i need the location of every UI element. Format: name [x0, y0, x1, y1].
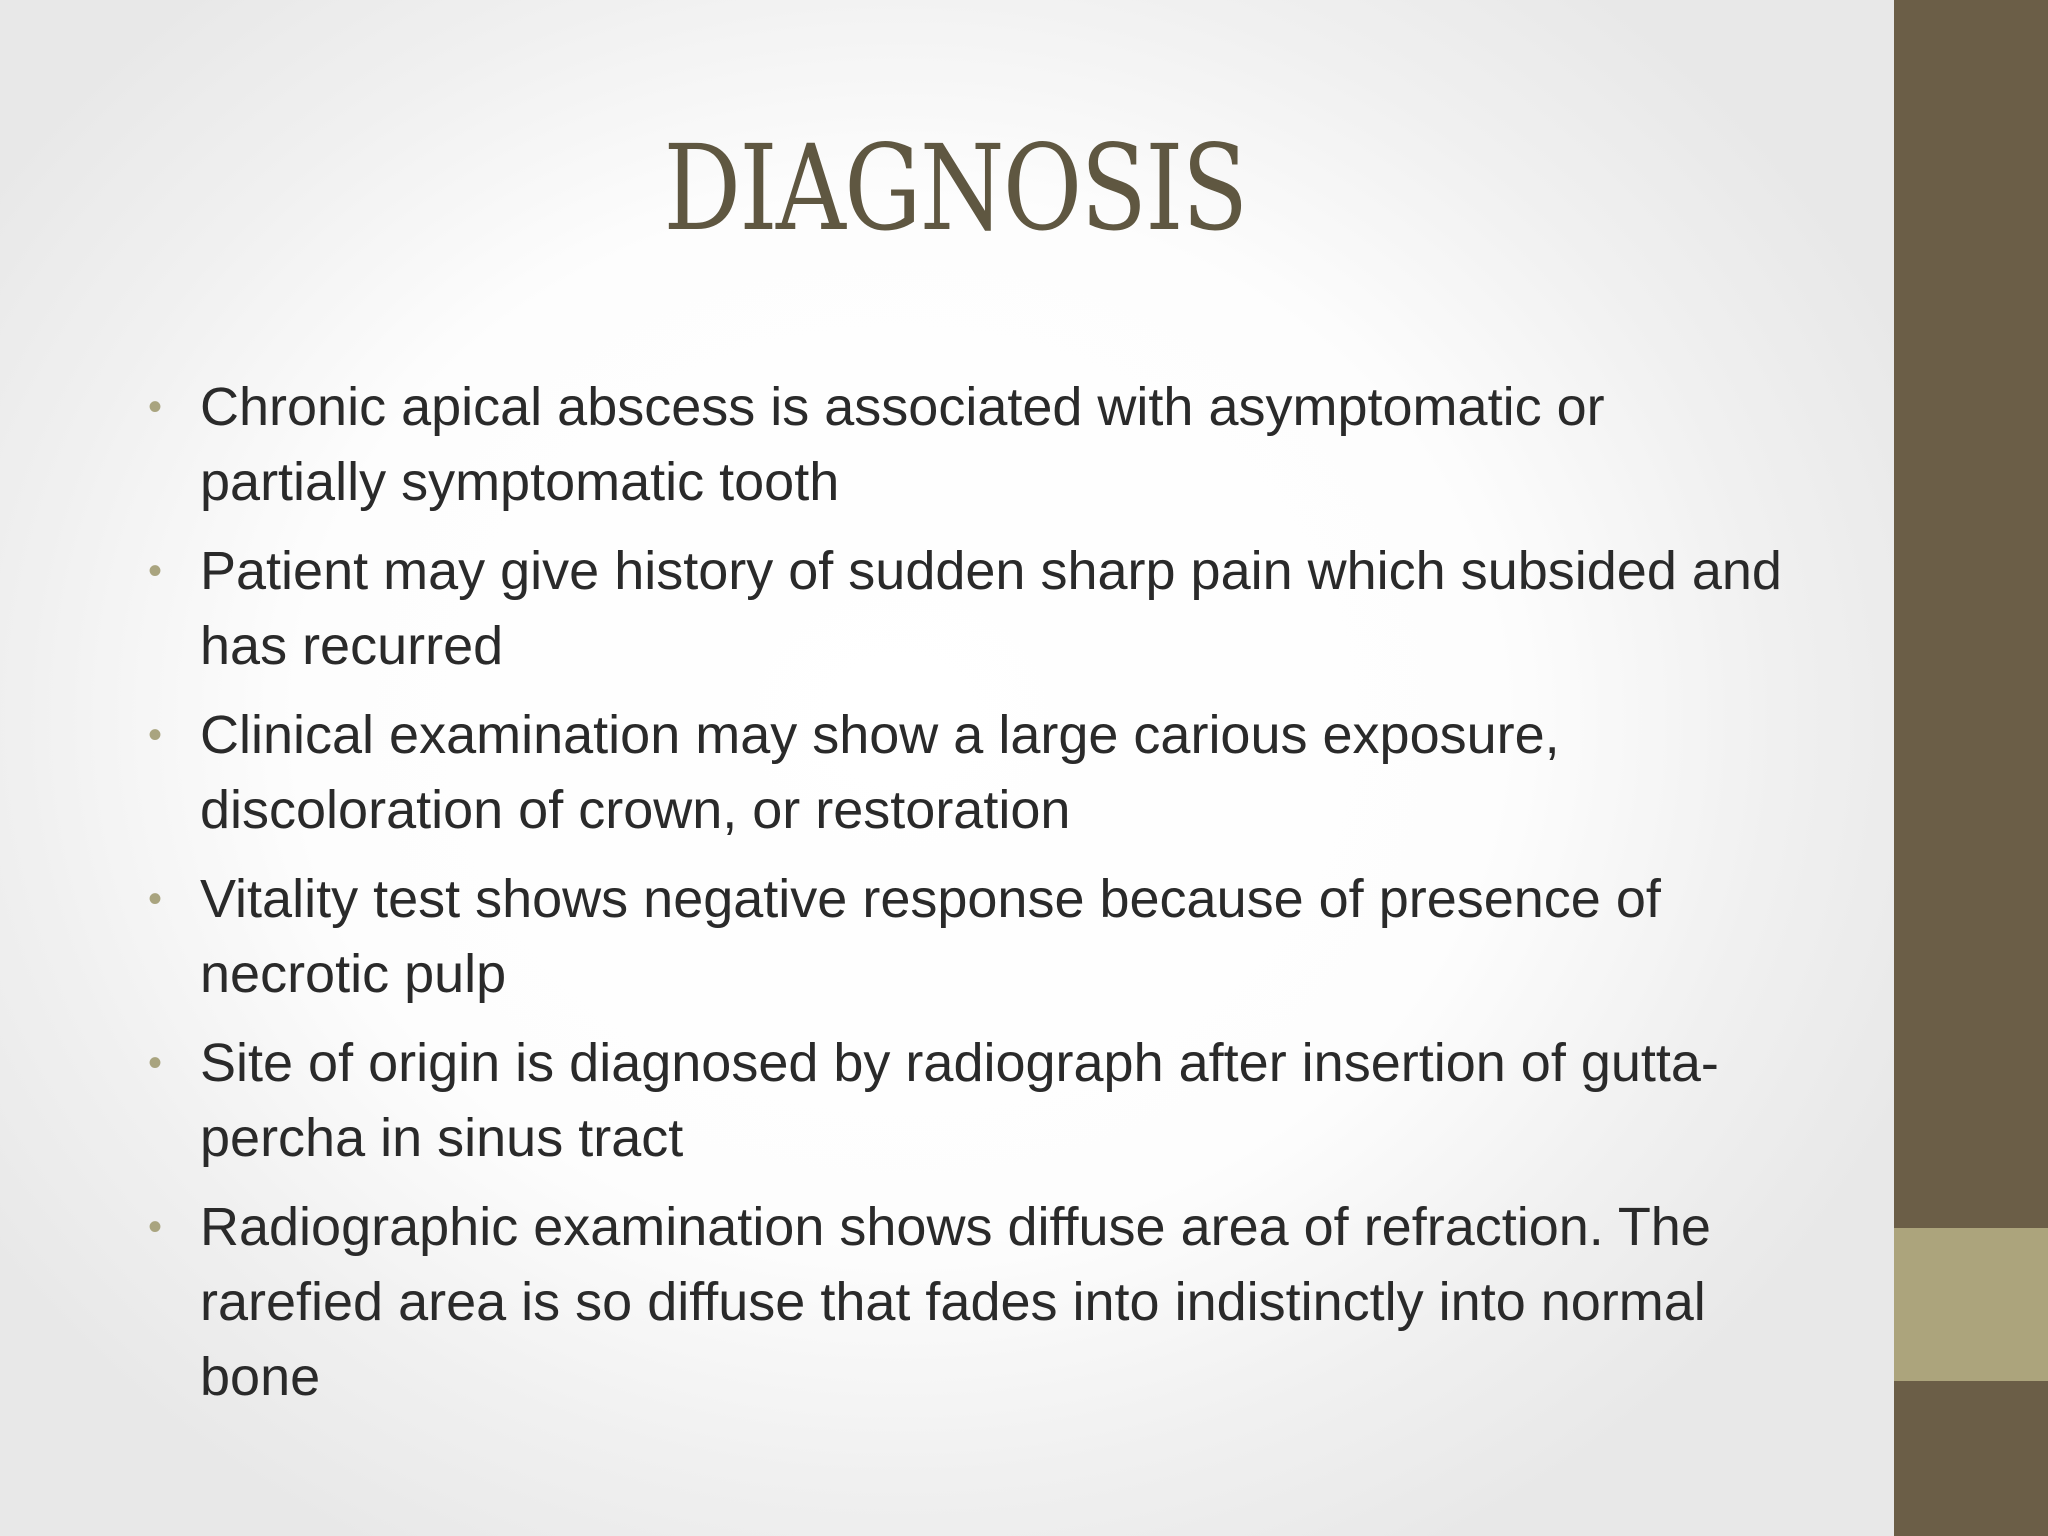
side-accent-decoration — [1894, 1228, 2048, 1381]
bullet-item — [148, 534, 1788, 684]
bullet-text: Radiographic examination shows diffuse area of refraction. The rarefied area is so diffuse that fades into indistinctly into normal bone — [200, 1197, 1711, 1407]
slide-title: DIAGNOSIS — [663, 119, 1247, 257]
bullet-text: Chronic apical abscess is associated with asymptomatic or partially symptomatic tooth — [200, 377, 1605, 512]
bullet-text: Vitality test shows negative response because of presence of necrotic pulp — [200, 869, 1661, 1004]
bullet-list — [148, 370, 1788, 1429]
bullet-item — [148, 862, 1788, 1012]
bullet-text: Patient may give history of sudden sharp pain which subsided and has recurred — [200, 541, 1782, 676]
bullet-icon: • — [148, 877, 163, 921]
bullet-item — [148, 698, 1788, 848]
bullet-icon: • — [148, 385, 163, 429]
bullet-text: Site of origin is diagnosed by radiograph after insertion of gutta-percha in sinus tract — [200, 1033, 1719, 1168]
bullet-text: Clinical examination may show a large carious exposure, discoloration of crown, or restoration — [200, 705, 1560, 840]
bullet-item — [148, 1026, 1788, 1176]
bullet-icon: • — [148, 1041, 163, 1085]
bullet-icon: • — [148, 549, 163, 593]
bullet-item — [148, 370, 1788, 520]
bullet-icon: • — [148, 713, 163, 757]
bullet-icon: • — [148, 1205, 163, 1249]
bullet-item — [148, 1190, 1788, 1415]
